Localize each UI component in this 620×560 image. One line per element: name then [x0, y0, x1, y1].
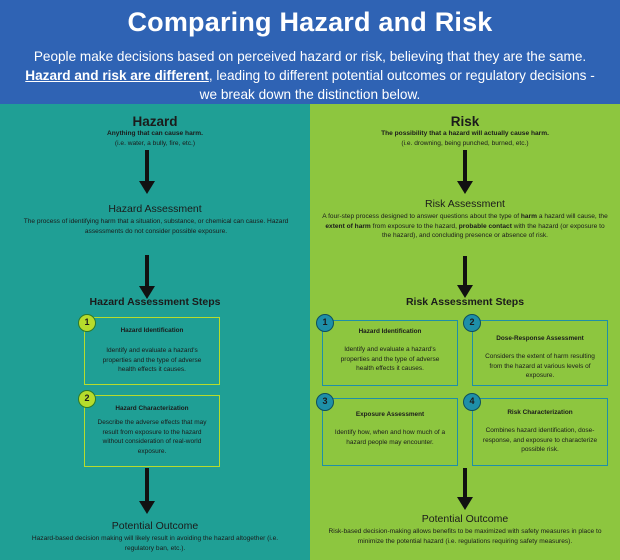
hazard-step-1-desc: Identify and evaluate a hazard's properties and the type of adverse health effects it causes. — [102, 347, 202, 374]
hazard-definition: Anything that can cause harm. — [107, 130, 203, 137]
hazard-assessment-desc: The process of identifying harm that a situation, substance, or chemical can cause. Hazard assessments do not consider possible exposure. — [23, 218, 289, 235]
risk-desc-harm: harm — [520, 213, 538, 220]
intro-emphasis: Hazard and risk are different — [25, 68, 209, 83]
risk-step-2-desc: Considers the extent of harm resulting from the hazard at various levels of exposure. — [485, 353, 595, 380]
risk-arrow-1 — [457, 150, 473, 194]
risk-step-1-badge: 1 — [316, 314, 334, 332]
hazard-arrow-2 — [139, 255, 155, 299]
risk-step-4-desc: Combines hazard identification, dose-response, and exposure to characterize possible risk. — [482, 427, 598, 454]
risk-outcome-desc: Risk-based decision-making allows benefits to be maximized with safety measures in place to minimize the potential hazard (i.e. regulations requiring safety measures). — [328, 528, 602, 545]
risk-desc-extent: extent of harm — [325, 222, 371, 230]
intro-text — [22, 47, 598, 104]
intro-part-2: , leading to different potential outcomes or regulatory decisions - we break down the distinction below. — [199, 68, 595, 102]
risk-step-3-desc: Identify how, when and how much of a hazard people may encounter. — [334, 429, 446, 446]
risk-step-4-badge: 4 — [463, 393, 481, 411]
hazard-examples: (i.e. water, a bully, fire, etc.) — [114, 140, 196, 147]
risk-step-3-badge: 3 — [316, 393, 334, 411]
hazard-step-1-badge: 1 — [78, 314, 96, 332]
risk-desc-part-3: from exposure to the hazard, — [370, 222, 459, 230]
risk-step-4-name: Risk Characterization — [507, 409, 573, 416]
hazard-arrow-1 — [139, 150, 155, 194]
risk-step-4-box — [472, 398, 608, 466]
hazard-steps-title: Hazard Assessment Steps — [89, 296, 221, 308]
risk-arrow-2 — [457, 256, 473, 298]
hazard-outcome-desc: Hazard-based decision making will likely result in avoiding the hazard altogether (i.e. regulatory ban, etc.). — [31, 535, 279, 552]
hazard-step-1-box — [84, 317, 220, 385]
risk-desc-part-1: A four-step process designed to answer questions about the type of — [322, 213, 521, 220]
risk-assessment-title: Risk Assessment — [425, 198, 505, 210]
risk-step-1-box — [322, 320, 458, 386]
risk-step-3-box — [322, 398, 458, 466]
risk-heading: Risk — [450, 114, 480, 129]
hazard-step-2-badge: 2 — [78, 390, 96, 408]
risk-desc-contact: probable contact — [458, 222, 512, 230]
risk-definition: The possibility that a hazard will actually cause harm. — [381, 130, 549, 137]
risk-column — [310, 104, 620, 560]
hazard-step-1-name: Hazard Identification — [120, 327, 184, 334]
risk-examples: (i.e. drowning, being punched, burned, etc.) — [401, 140, 529, 147]
risk-step-1-desc: Identify and evaluate a hazard's properties and the type of adverse health effects it causes. — [340, 346, 440, 373]
risk-step-2-box — [472, 320, 608, 386]
risk-step-2-badge: 2 — [463, 314, 481, 332]
risk-steps-title: Risk Assessment Steps — [405, 296, 525, 308]
hazard-column — [0, 104, 310, 560]
risk-step-2-name: Dose-Response Assessment — [496, 335, 584, 342]
header-banner — [0, 0, 620, 104]
hazard-assessment-title: Hazard Assessment — [108, 203, 202, 215]
risk-step-3-name: Exposure Assessment — [355, 411, 425, 418]
intro-part-1: People make decisions based on perceived hazard or risk, believing that they are the same. — [33, 49, 587, 64]
hazard-step-2-box — [84, 395, 220, 467]
hazard-heading: Hazard — [132, 114, 178, 129]
risk-arrow-3 — [457, 468, 473, 510]
risk-desc-part-2: a hazard will cause, the — [537, 213, 608, 220]
hazard-outcome-title: Potential Outcome — [111, 520, 199, 532]
hazard-step-2-desc: Describe the adverse effects that may result from exposure to the hazard without consideration of real-world exposure. — [97, 419, 207, 455]
risk-step-1-name: Hazard Identification — [358, 328, 422, 335]
hazard-step-2-name: Hazard Characterization — [115, 405, 189, 412]
hazard-arrow-3 — [139, 468, 155, 516]
risk-desc-part-4: with the hazard (or exposure to the hazard), and concluding presence or absence of risk. — [381, 222, 605, 240]
page-title: Comparing Hazard and Risk — [127, 7, 493, 37]
risk-assessment-desc — [322, 212, 608, 241]
risk-outcome-title: Potential Outcome — [421, 513, 509, 525]
